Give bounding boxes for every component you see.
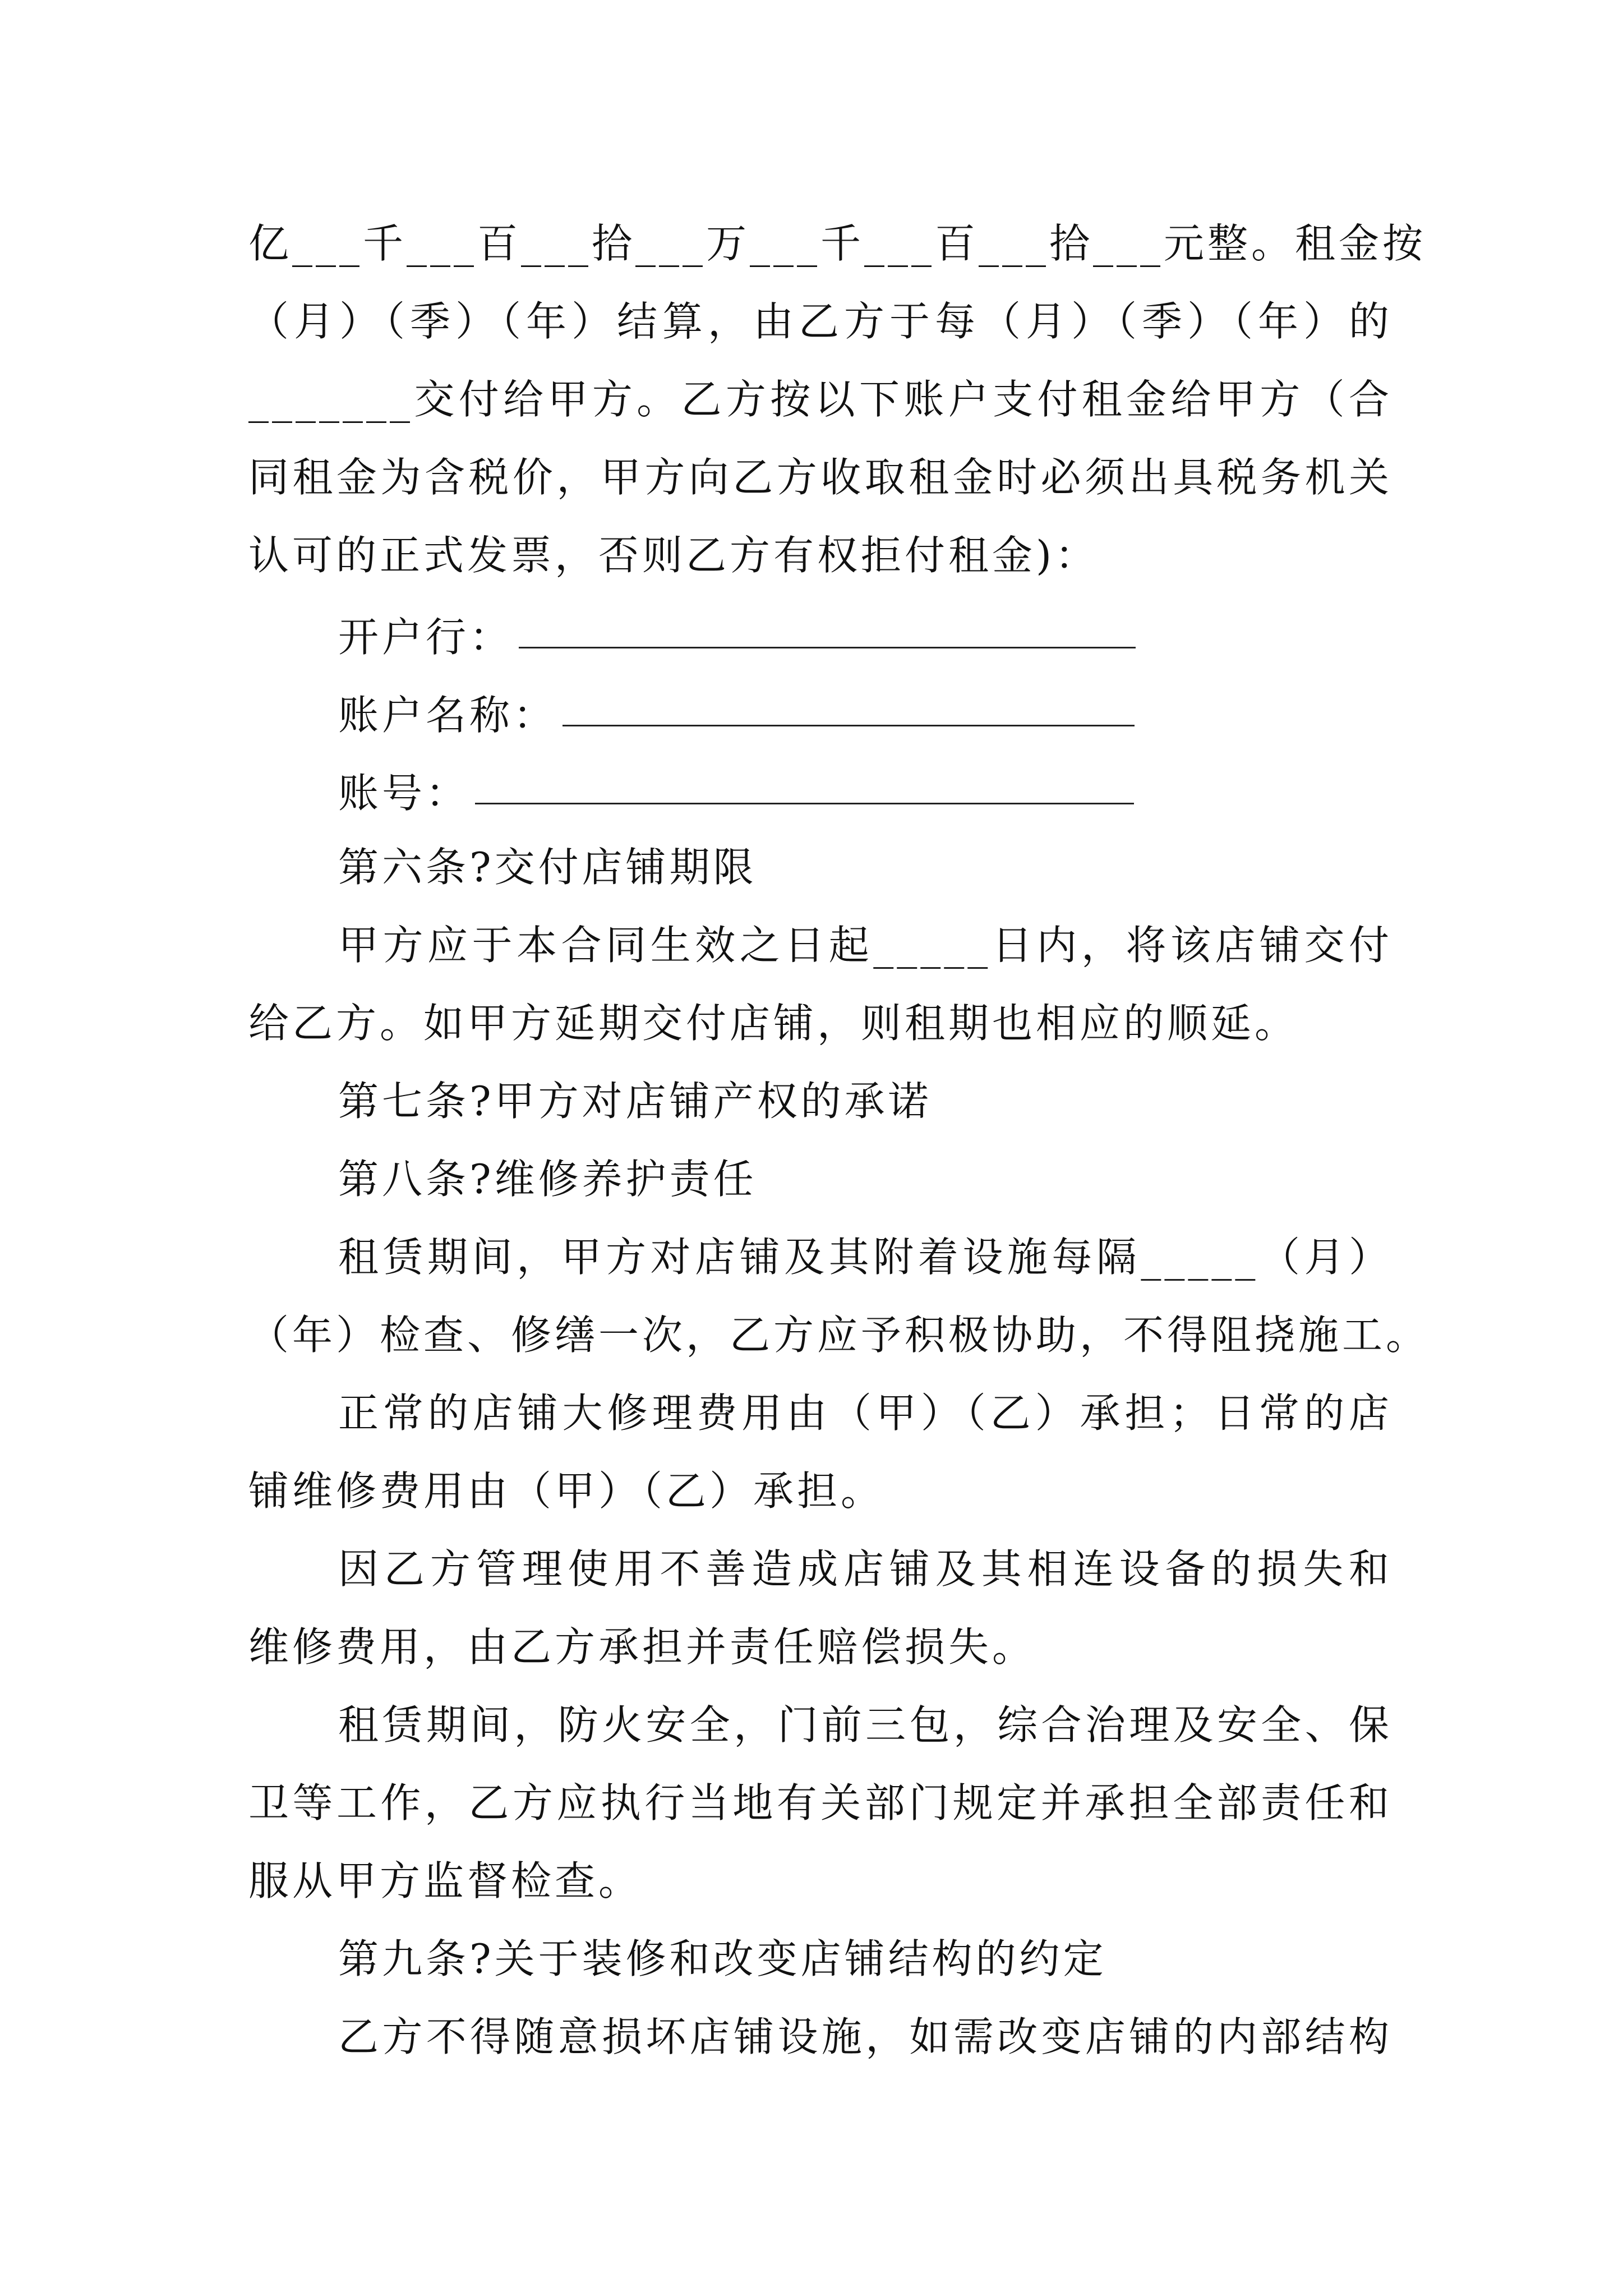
text-line: 铺维修费用由（甲）（乙）承担。 (248, 1467, 885, 1515)
text-line: 服从甲方监督检查。 (248, 1857, 643, 1904)
text-line: 认可的正式发票，否则乙方有权拒付租金)： (248, 532, 1099, 579)
text-line: （年）检查、修缮一次，乙方应予积极协助，不得阻挠施工。 (248, 1312, 1430, 1359)
text-line: 亿___千___百___拾___万___千___百___拾___元整。租金按 (248, 220, 1427, 267)
text-line: _______交付给甲方。乙方按以下账户支付租金给甲方（合 (248, 376, 1393, 423)
text-line: 正常的店铺大修理费用由（甲）（乙）承担；日常的店 (338, 1389, 1393, 1437)
account-name-field (248, 673, 1393, 751)
article-7-title: 第七条?甲方对店铺产权的承诺 (338, 1078, 932, 1125)
text-line: （月）（季）（年）结算，由乙方于每（月）（季）（年）的 (248, 298, 1393, 345)
text-line: 因乙方管理使用不善造成店铺及其相连设备的损失和 (338, 1545, 1393, 1593)
account-number-field (248, 751, 1393, 829)
account-number-label: 账号： (338, 769, 470, 817)
account-number-blank (475, 803, 1134, 804)
text-line: 租赁期间，防火安全，门前三包，综合治理及安全、保 (338, 1701, 1393, 1749)
text-line: 乙方不得随意损坏店铺设施，如需改变店铺的内部结构 (338, 2013, 1393, 2060)
article-9-title: 第九条?关于装修和改变店铺结构的约定 (338, 1935, 1107, 1982)
account-name-label: 账户名称： (338, 691, 557, 739)
account-name-blank (562, 725, 1135, 726)
text-line: 租赁期间，甲方对店铺及其附着设施每隔_____（月） (338, 1234, 1393, 1281)
text-line: 卫等工作，乙方应执行当地有关部门规定并承担全部责任和 (248, 1779, 1393, 1826)
bank-blank (519, 647, 1136, 648)
article-6-title: 第六条?交付店铺期限 (338, 844, 757, 891)
bank-label: 开户行： (338, 613, 514, 661)
text-line: 给乙方。如甲方延期交付店铺，则租期也相应的顺延。 (248, 1000, 1299, 1047)
text-line: 甲方应于本合同生效之日起_____日内，将该店铺交付 (338, 922, 1393, 969)
article-8-title: 第八条?维修养护责任 (338, 1156, 757, 1203)
bank-field (248, 595, 1393, 673)
text-line: 维修费用，由乙方承担并责任赔偿损失。 (248, 1623, 1036, 1671)
text-line: 同租金为含税价，甲方向乙方收取租金时必须出具税务机关 (248, 454, 1393, 501)
document-body (248, 205, 1430, 2076)
